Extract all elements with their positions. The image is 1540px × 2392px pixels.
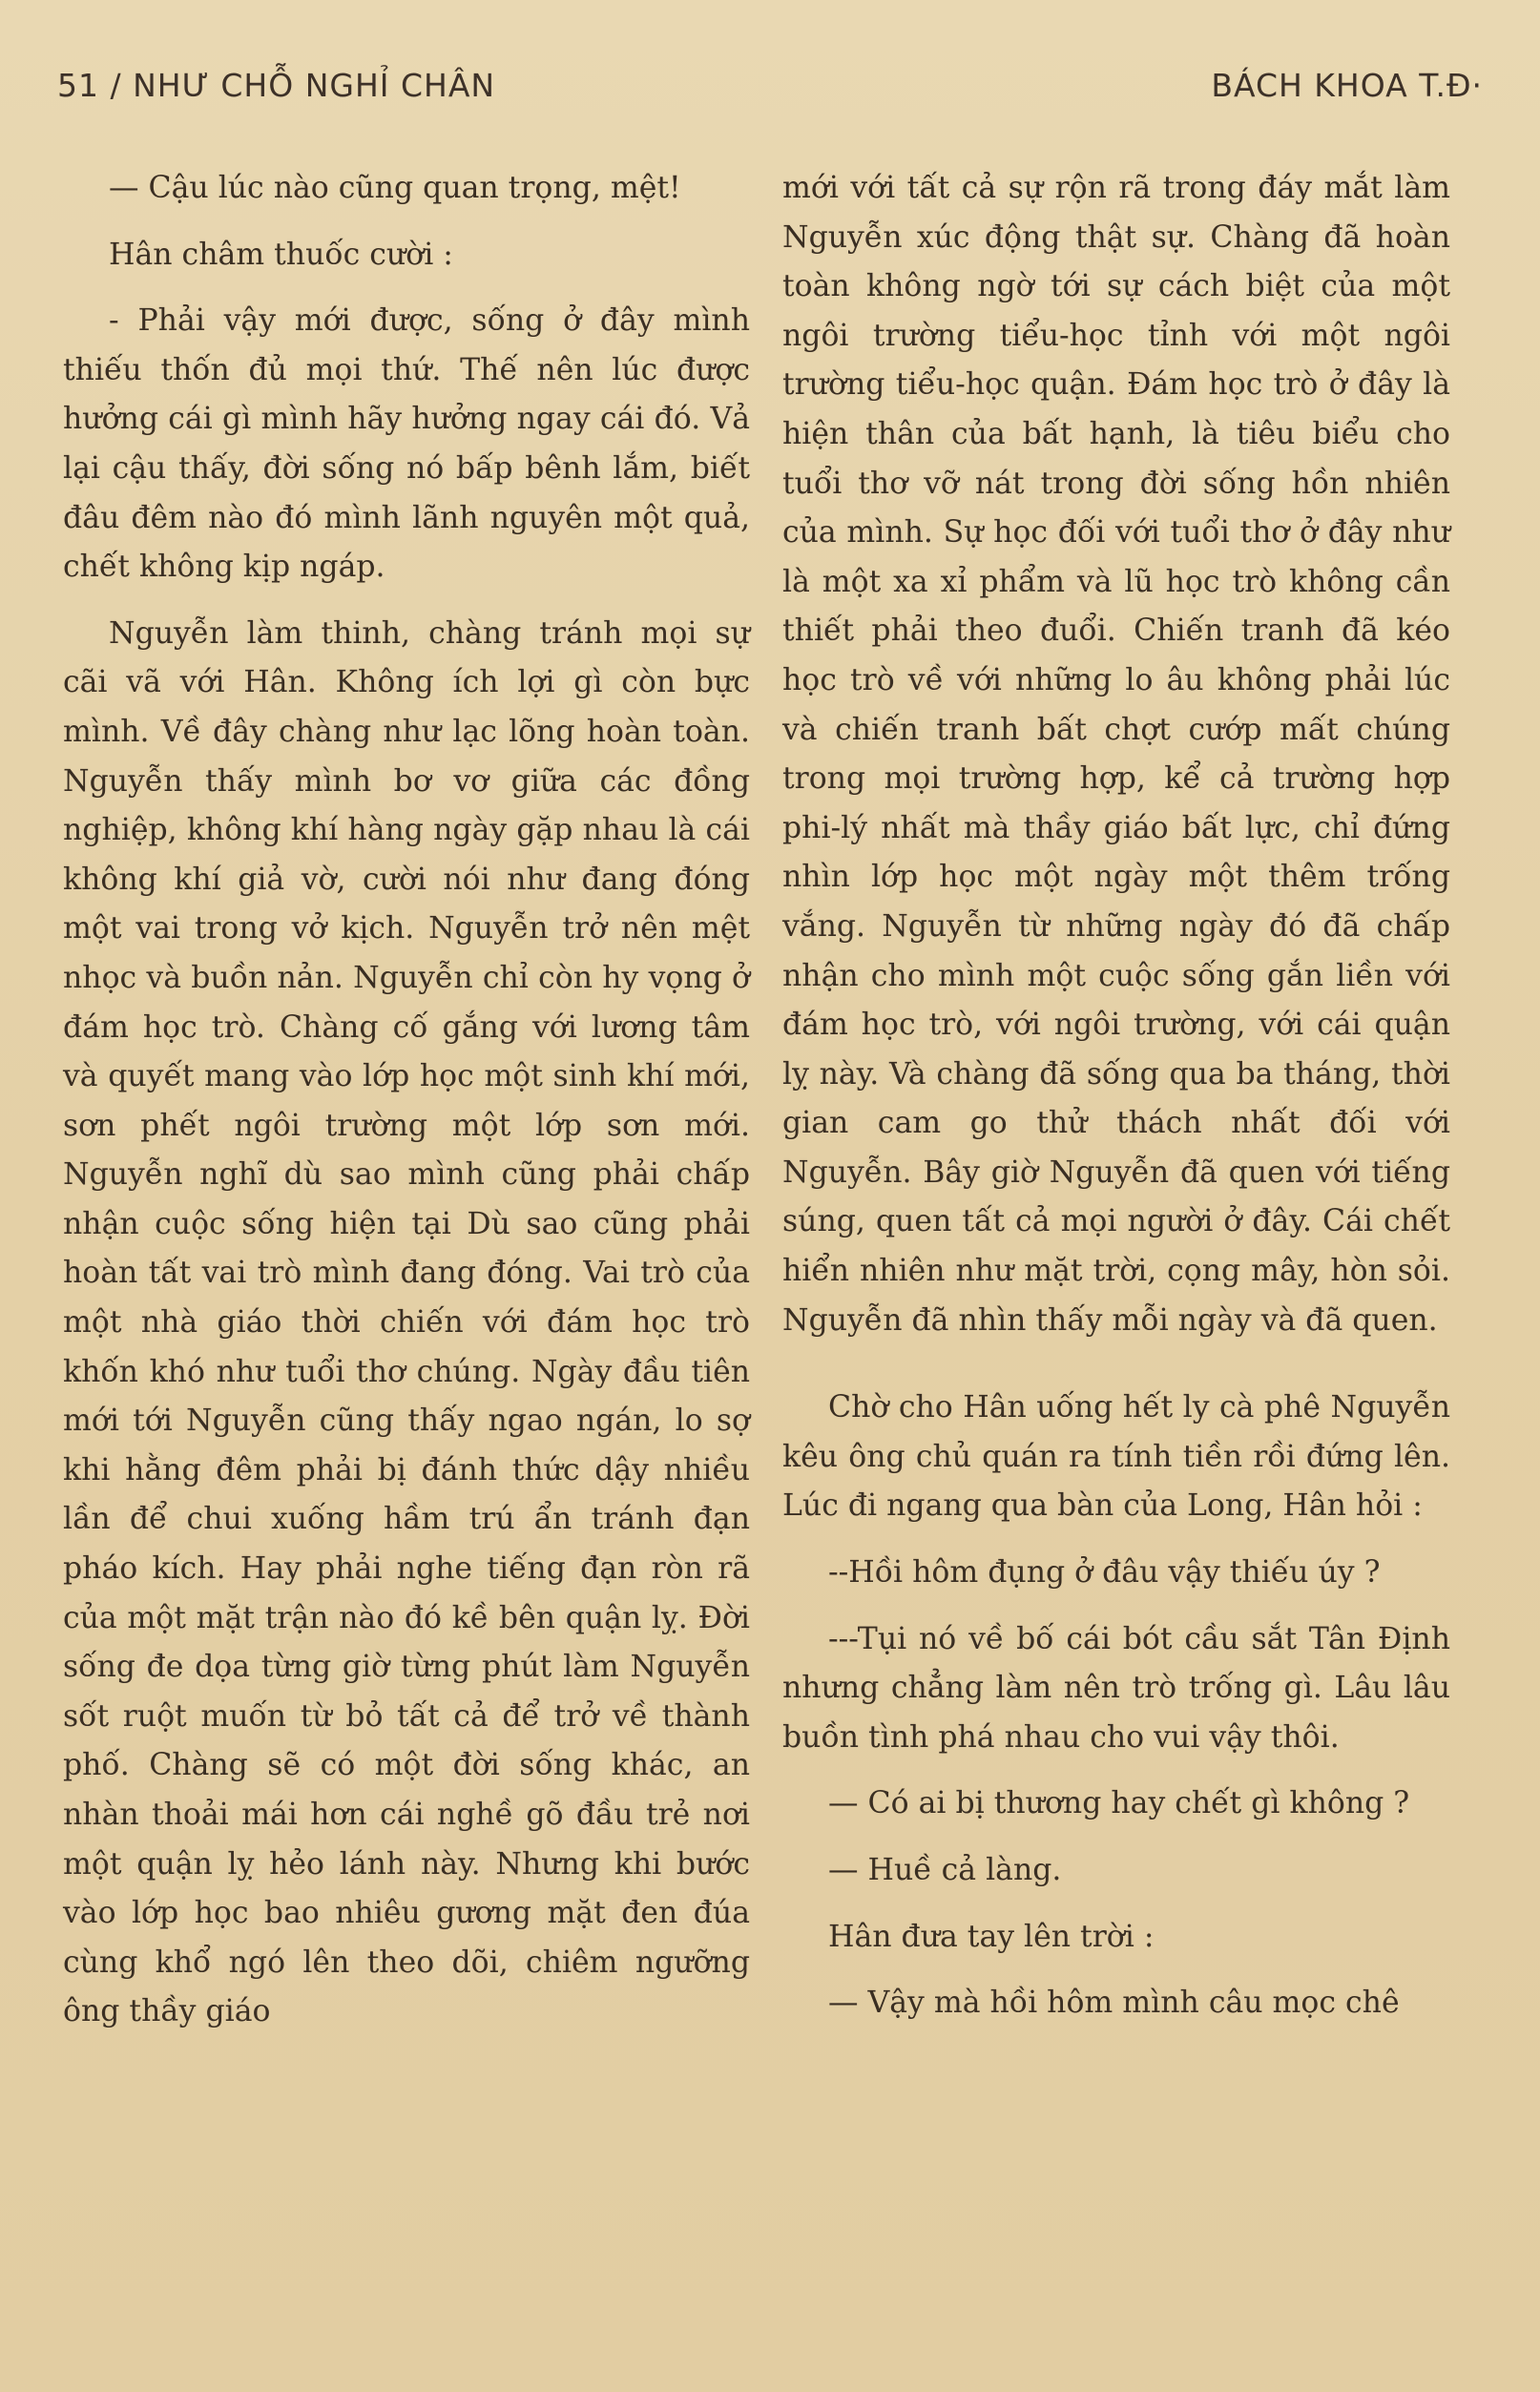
header-magazine-name: BÁCH KHOA T.Đ·: [1211, 67, 1483, 104]
paragraph: — Cậu lúc nào cũng quan trọng, mệt!: [109, 171, 681, 205]
dialogue-line: — Có ai bị thương hay chết gì không ?: [828, 1786, 1410, 1821]
paragraph: Nguyễn làm thinh, chàng tránh mọi sự cãi vã với Hân. Không ích lợi gì còn bực mình. Về đây chàng như lạc lõng hoàn toàn. Nguyễn thấy mình bơ vơ giữa các đồng nghiệp, không khí hàng ngày gặp nhau là cái không khí giả vờ, cười nói như đang đóng một vai trong vở kịch. Nguyễn trở nên mệt nhọc và buồn nản. Nguyễn chỉ còn hy vọng ở đám học trò. Chàng cố gắng với lương tâm và quyết mang vào lớp học một sinh khí mới, sơn phết ngôi trường một lớp sơn mới. Nguyễn nghĩ dù sao mình cũng phải chấp nhận cuộc sống hiện tại Dù sao cũng phải hoàn tất vai trò mình đang đóng. Vai trò của một nhà giáo thời chiến với đám học trò khốn khó như tuổi thơ chúng. Ngày đầu tiên mới tới Nguyễn cũng thấy ngao ngán, lo sợ khi hằng đêm phải bị đánh thức dậy nhiều lần để chui xuống hầm trú ẩn tránh đạn pháo kích. Hay phải nghe tiếng đạn ròn rã của một mặt trận nào đó kề bên quận lỵ. Đời sống đe dọa từng giờ từng phút làm Nguyễn sốt ruột muốn từ bỏ tất cả để trở về thành phố. Chàng sẽ có một đời sống khác, an nhàn thoải mái hơn cái nghề gõ đầu trẻ nơi một quận lỵ hẻo lánh này. Nhưng khi bước vào lớp học bao nhiêu gương mặt đen đúa cùng khổ ngó lên theo dõi, chiêm ngưỡng ông thầy giáo: [63, 615, 750, 2029]
dialogue-line: — Vậy mà hồi hôm mình câu mọc chê: [828, 1986, 1400, 2021]
dialogue-line: ---Tụi nó về bố cái bót cầu sắt Tân Định nhưng chẳng làm nên trò trống gì. Lâu lâu buồn tình phá nhau cho vui vậy thôi.: [782, 1621, 1450, 1755]
header-page-number-title: 51 / NHƯ CHỖ NGHỈ CHÂN: [57, 67, 496, 104]
page-header: [57, 67, 1483, 114]
paragraph: - Phải vậy mới được, sống ở đây mình thiếu thốn đủ mọi thứ. Thế nên lúc được hưởng cái gì mình hãy hưởng ngay cái đó. Vả lại cậu thấy, đời sống nó bấp bênh lắm, biết đâu đêm nào đó mình lãnh nguyên một quả, chết không kịp ngáp.: [63, 303, 750, 585]
paragraph: Chờ cho Hân uống hết ly cà phê Nguyễn kêu ông chủ quán ra tính tiền rồi đứng lên. Lúc đi ngang qua bàn của Long, Hân hỏi :: [782, 1390, 1450, 1524]
left-column: [63, 164, 750, 2037]
paragraph: Hân châm thuốc cười :: [109, 237, 453, 272]
right-column: [782, 164, 1450, 2028]
paragraph: Hân đưa tay lên trời :: [828, 1919, 1155, 1954]
dialogue-line: --Hồi hôm đụng ở đâu vậy thiếu úy ?: [828, 1555, 1381, 1591]
dialogue-line: — Huề cả làng.: [828, 1853, 1062, 1887]
paragraph: mới với tất cả sự rộn rã trong đáy mắt làm Nguyễn xúc động thật sự. Chàng đã hoàn toàn không ngờ tới sự cách biệt của một ngôi trường tiểu-học tỉnh với một ngôi trường tiểu-học quận. Đám học trò ở đây là hiện thân của bất hạnh, là tiêu biểu cho tuổi thơ vỡ nát trong đời sống hồn nhiên của mình. Sự học đối với tuổi thơ ở đây như là một xa xỉ phẩm và lũ học trò không cần thiết phải theo đuổi. Chiến tranh đã kéo học trò về với những lo âu không phải lúc và chiến tranh bất chợt cướp mất chúng trong mọi trường hợp, kể cả trường hợp phi-lý nhất mà thầy giáo bất lực, chỉ đứng nhìn lớp học một ngày một thêm trống vắng. Nguyễn từ những ngày đó đã chấp nhận cho mình một cuộc sống gắn liền với đám học trò, với ngôi trường, với cái quận lỵ này. Và chàng đã sống qua ba tháng, thời gian cam go thử thách nhất đối với Nguyễn. Bây giờ Nguyễn đã quen với tiếng súng, quen tất cả mọi người ở đây. Cái chết hiển nhiên như mặt trời, cọng mây, hòn sỏi. Nguyễn đã nhìn thấy mỗi ngày và đã quen.: [782, 171, 1450, 1338]
